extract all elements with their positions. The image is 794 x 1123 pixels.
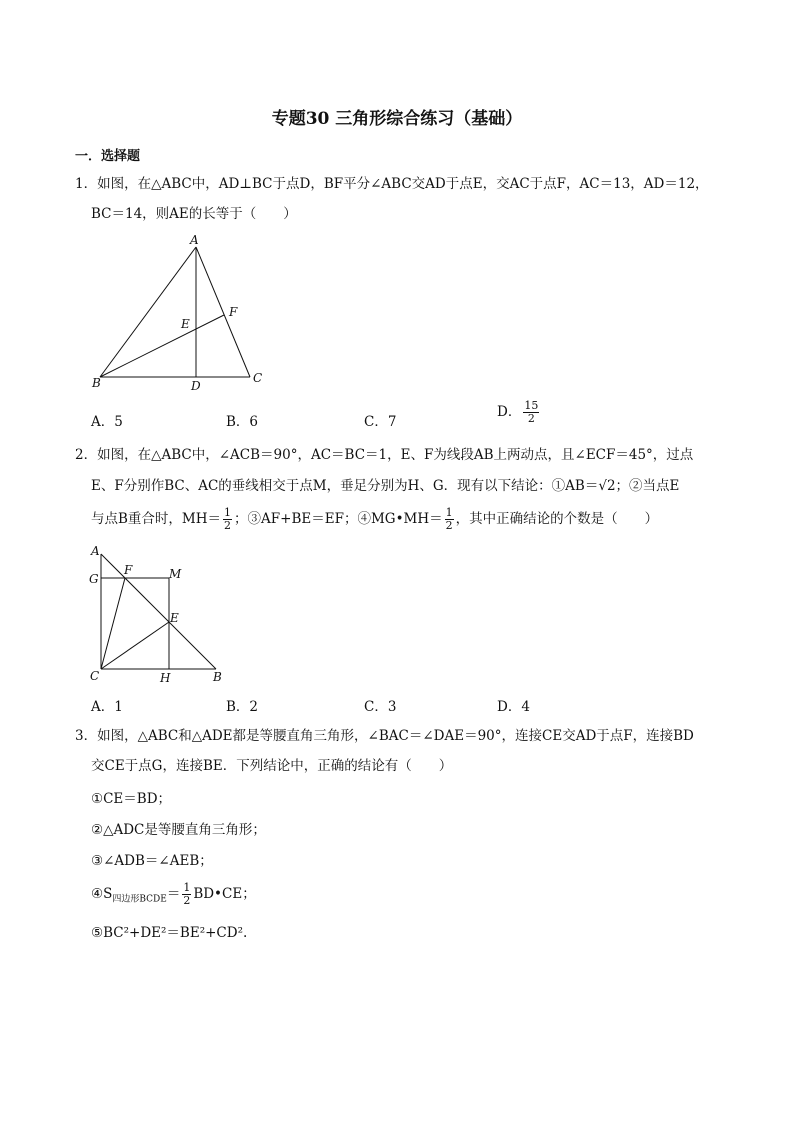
fraction-denominator: 2 (527, 412, 535, 425)
fraction-numerator: 1 (445, 506, 453, 519)
fraction-denominator: 2 (224, 519, 232, 532)
q3-item-1: ①CE＝BD； (91, 791, 172, 807)
q2-label-e: E (170, 611, 179, 625)
q2-text-line3-part2: ；③AF+BE＝EF；④MG•MH＝ (234, 511, 443, 527)
q1-label-f: F (229, 305, 238, 319)
q1-option-d-label: D． (497, 404, 522, 420)
q3-item-4-fraction (182, 882, 191, 907)
q1-option-d[interactable] (497, 400, 541, 425)
q2-option-c[interactable]: C．3 (364, 699, 397, 715)
q2-fraction-2 (445, 507, 454, 532)
q3-text-line1: 3．如图，△ABC和△ADE都是等腰直角三角形，∠BAC＝∠DAE＝90°，连接CE交AD于点F，连接BD (75, 728, 694, 744)
q2-text-line3 (91, 506, 658, 532)
q2-option-d[interactable]: D．4 (497, 699, 530, 715)
q3-item-4 (91, 880, 256, 914)
q3-item-2: ②△ADC是等腰直角三角形； (91, 822, 266, 838)
fraction-numerator: 1 (183, 881, 191, 894)
q1-option-b[interactable]: B．6 (226, 414, 259, 430)
q2-label-c: C (90, 669, 100, 683)
q3-item-4-rest: BD•CE； (193, 886, 256, 902)
q3-item-4-subscript: 四边形BCDE (112, 894, 167, 905)
q3-item-3: ③∠ADB＝∠AEB； (91, 853, 213, 869)
q3-item-4-s: ④S (91, 886, 113, 902)
fraction-numerator: 15 (524, 399, 539, 412)
q2-text-line2: E、F分别作BC、AC的垂线相交于点M，垂足分别为H、G．现有以下结论：①AB＝√2；②当点E (91, 478, 680, 494)
q1-label-e: E (181, 317, 190, 331)
fraction-denominator: 2 (445, 519, 453, 532)
q1-label-d: D (191, 379, 201, 393)
page-title: 专题30 三角形综合练习（基础） (271, 109, 523, 129)
q2-label-g: G (89, 572, 99, 586)
q1-label-a: A (190, 233, 199, 247)
q3-text-line2: 交CE于点G，连接BE．下列结论中，正确的结论有（ ） (91, 758, 453, 774)
q2-option-b[interactable]: B．2 (226, 699, 259, 715)
q3-item-4-equals: ＝ (166, 886, 181, 902)
q1-figure (88, 232, 278, 394)
q1-bisector-bf (100, 315, 224, 377)
q1-side-ac (196, 247, 250, 377)
q2-side-ab (101, 554, 216, 669)
q1-label-b: B (92, 376, 101, 390)
q2-fraction-1 (223, 507, 232, 532)
q2-label-h: H (160, 671, 171, 684)
q2-label-a: A (91, 544, 100, 558)
q2-text-line3-part3: ，其中正确结论的个数是（ ） (455, 511, 659, 527)
q2-label-b: B (213, 670, 222, 684)
q2-text-line3-part1: 与点B重合时，MH＝ (91, 511, 222, 527)
q1-side-ab (100, 247, 196, 377)
q2-figure (86, 544, 226, 684)
q2-label-f: F (124, 563, 133, 577)
q1-text-line1: 1．如图，在△ABC中，AD⊥BC于点D，BF平分∠ABC交AD于点E，交AC于点F，AC＝13，AD＝12， (75, 176, 709, 192)
q2-label-m: M (169, 567, 182, 581)
q3-item-5: ⑤BC²+DE²＝BE²+CD². (91, 925, 248, 941)
section-heading: 一．选择题 (75, 149, 141, 164)
q2-option-a[interactable]: A．1 (91, 699, 123, 715)
q1-option-c[interactable]: C．7 (364, 414, 397, 430)
q1-text-line2: BC＝14，则AE的长等于（ ） (91, 206, 297, 222)
fraction-denominator: 2 (183, 894, 191, 907)
fraction-numerator: 1 (224, 506, 232, 519)
q1-option-d-fraction (523, 400, 539, 425)
q1-option-a[interactable]: A．5 (91, 414, 123, 430)
q2-text-line1: 2．如图，在△ABC中，∠ACB＝90°，AC＝BC＝1，E、F为线段AB上两动点，且∠ECF＝45°，过点 (75, 447, 694, 463)
q1-label-c: C (253, 371, 263, 385)
